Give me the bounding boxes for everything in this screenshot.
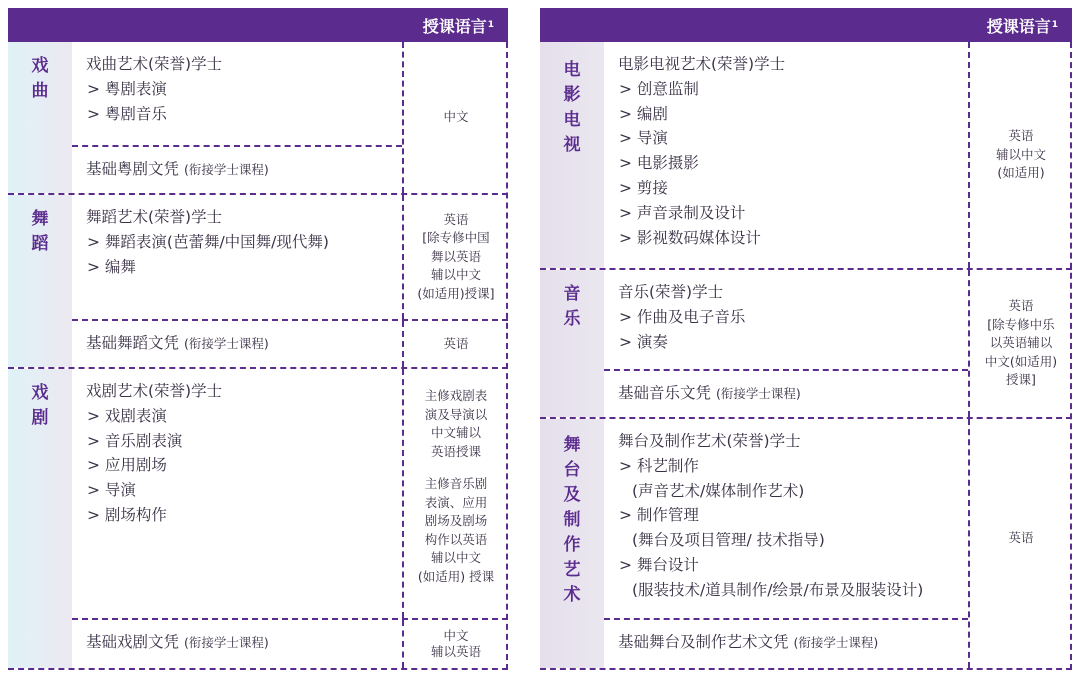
language-line: 辅以中文	[430, 267, 481, 283]
language-line: 构作以英语	[424, 531, 488, 547]
teaching-language	[402, 42, 508, 193]
language-line: 表演、应用	[424, 494, 488, 510]
language-line: 演及导演以	[424, 406, 488, 422]
foundation-title: 基础舞蹈文凭	[86, 334, 180, 352]
foundation-title: 基础舞台及制作艺术文凭	[618, 633, 789, 651]
category-dance	[8, 195, 72, 367]
foundation-note: (衔接学士课程)	[183, 162, 269, 177]
category-music	[540, 270, 604, 417]
major-item: > 粤剧音乐	[87, 104, 167, 123]
foundation-diploma	[72, 147, 402, 193]
major-detail: (声音艺术/媒体制作艺术)	[632, 481, 805, 500]
film-section	[540, 42, 1072, 270]
foundation-diploma	[72, 620, 402, 668]
category-char: 视	[563, 135, 581, 155]
degree-programme	[72, 195, 402, 319]
category-char: 艺	[563, 560, 581, 580]
category-char: 戏	[31, 56, 49, 76]
category-char: 蹈	[31, 234, 49, 254]
foundation-note: (衔接学士课程)	[183, 635, 269, 650]
major-item: > 演奏	[619, 332, 668, 351]
language-line: 辅以中文	[430, 550, 481, 565]
major-item: > 编舞	[87, 257, 136, 276]
category-char: 台	[563, 460, 581, 480]
major-detail: (舞台及项目管理/ 技术指导)	[632, 531, 825, 550]
header-title: 授课语言	[986, 16, 1051, 36]
degree-title: 舞蹈艺术(荣誉)学士	[86, 208, 223, 226]
major-detail: (服装技术/道具制作/绘景/布景及服装设计)	[632, 580, 924, 599]
language-line: 主修音乐剧	[424, 476, 488, 491]
language-line: 中文	[443, 628, 469, 643]
language-line: 中文辅以	[430, 425, 481, 440]
major-item: > 音乐剧表演	[87, 431, 183, 450]
left-panel	[8, 8, 508, 670]
major-item: > 戏剧表演	[87, 406, 167, 425]
category-char: 戏	[31, 383, 49, 403]
category-char: 舞	[31, 209, 49, 229]
major-item: > 影视数码媒体设计	[619, 228, 761, 247]
teaching-language	[402, 369, 508, 618]
language-line: (如适用) 授课	[417, 568, 495, 584]
category-char: 制	[563, 510, 581, 530]
language-line: 英语	[443, 211, 469, 227]
language-line: [除专修中乐	[987, 316, 1055, 332]
foundation-note: (衔接学士课程)	[715, 386, 801, 401]
language-line: 以英语辅以	[989, 335, 1053, 351]
degree-title: 戏剧艺术(荣誉)学士	[86, 382, 223, 400]
language-line: 英语授课	[430, 443, 481, 459]
degree-programme	[604, 42, 968, 268]
category-char: 音	[563, 284, 581, 304]
language-line: (如适用)授课]	[417, 285, 495, 301]
foundation-diploma	[604, 620, 968, 668]
category-char: 舞	[563, 435, 581, 455]
dance-section	[8, 195, 508, 369]
teaching-language	[402, 321, 508, 367]
teaching-language	[968, 419, 1072, 668]
right-header	[540, 8, 1072, 42]
stage-section	[540, 419, 1072, 670]
major-item: > 导演	[87, 481, 136, 500]
language-line: 英语	[1008, 128, 1034, 144]
teaching-language	[968, 42, 1072, 268]
language-line: 舞以英语	[430, 248, 481, 264]
degree-programme	[604, 270, 968, 369]
foundation-note: (衔接学士课程)	[183, 336, 269, 351]
degree-title: 音乐(荣誉)学士	[618, 283, 724, 301]
foundation-title: 基础戏剧文凭	[86, 633, 180, 651]
major-item: > 声音录制及设计	[619, 203, 746, 222]
category-drama	[8, 369, 72, 668]
category-char: 剧	[31, 408, 49, 428]
degree-title: 戏曲艺术(荣誉)学士	[86, 55, 223, 73]
language-line: [除专修中国	[422, 230, 490, 246]
degree-title: 电影电视艺术(荣誉)学士	[618, 55, 786, 73]
teaching-language	[402, 620, 508, 668]
category-char: 作	[563, 535, 581, 555]
header-title: 授课语言	[422, 16, 487, 36]
language-line: 授课]	[1006, 372, 1036, 388]
language-line: 英语	[1008, 298, 1034, 314]
category-char: 曲	[31, 81, 49, 101]
major-item: > 制作管理	[619, 506, 699, 525]
category-char: 及	[563, 485, 581, 505]
category-film	[540, 42, 604, 268]
major-item: > 编剧	[619, 104, 668, 123]
header-footnote: 1	[1051, 20, 1058, 30]
major-item: > 科艺制作	[619, 456, 699, 475]
language-line: 中文	[443, 109, 469, 125]
degree-title: 舞台及制作艺术(荣誉)学士	[618, 432, 801, 450]
drama-section	[8, 369, 508, 670]
language-line: 主修戏剧表	[424, 388, 488, 403]
category-char: 乐	[563, 309, 581, 329]
category-char: 电	[563, 110, 581, 130]
language-line: 剧场及剧场	[424, 513, 488, 528]
language-line: 辅以中文	[995, 146, 1046, 162]
major-item: > 作曲及电子音乐	[619, 307, 746, 326]
foundation-note: (衔接学士课程)	[793, 635, 879, 650]
major-item: > 创意监制	[619, 79, 699, 98]
category-char: 术	[563, 585, 581, 605]
xiqu-section	[8, 42, 508, 195]
degree-programme	[72, 369, 402, 618]
language-line: 辅以英语	[430, 644, 481, 659]
header-footnote: 1	[487, 20, 494, 30]
category-char: 影	[563, 85, 581, 105]
major-item: > 导演	[619, 129, 668, 148]
category-char: 电	[563, 60, 581, 80]
major-item: > 舞蹈表演(芭蕾舞/中国舞/现代舞)	[87, 232, 329, 251]
major-item: > 舞台设计	[619, 555, 699, 574]
major-item: > 应用剧场	[87, 456, 167, 475]
major-item: > 剧场构作	[87, 505, 167, 524]
category-xiqu	[8, 42, 72, 193]
category-stage	[540, 419, 604, 668]
language-line: (如适用)	[997, 165, 1045, 181]
major-item: > 电影摄影	[619, 154, 699, 173]
language-line: 中文(如适用)	[984, 353, 1058, 369]
music-section	[540, 270, 1072, 419]
teaching-language	[402, 195, 508, 319]
foundation-title: 基础粤剧文凭	[86, 160, 180, 178]
right-panel	[540, 8, 1072, 670]
degree-programme	[604, 419, 968, 618]
foundation-diploma	[72, 321, 402, 367]
teaching-language	[968, 270, 1072, 417]
language-line: 英语	[1008, 530, 1034, 546]
major-item: > 剪接	[619, 178, 668, 197]
language-line: 英语	[443, 335, 469, 351]
foundation-diploma	[604, 371, 968, 417]
foundation-title: 基础音乐文凭	[618, 384, 712, 402]
left-header	[8, 8, 508, 42]
major-item: > 粤剧表演	[87, 79, 167, 98]
